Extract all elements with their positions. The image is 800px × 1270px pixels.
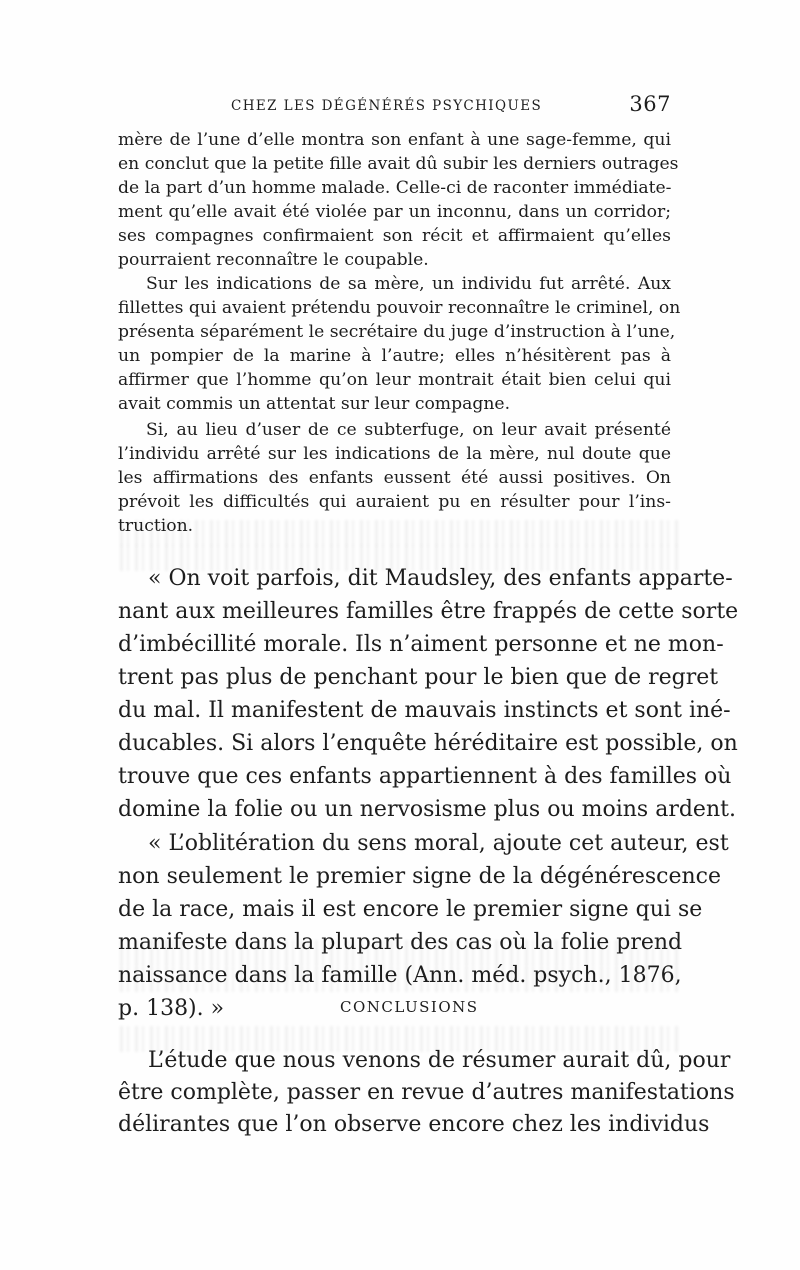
text-line: trouve que ces enfants appartiennent à des familles où <box>118 764 732 789</box>
text-line: l’individu arrêté sur les indications de la mère, nul doute que <box>118 444 671 464</box>
running-header <box>118 92 671 118</box>
text-line: « On voit parfois, dit Maudsley, des enfants apparte- <box>148 566 733 591</box>
text-line: non seulement le premier signe de la dégénérescence <box>118 864 721 889</box>
text-line: Si, au lieu d’user de ce subterfuge, on leur avait présenté <box>146 420 671 440</box>
text-line: de la race, mais il est encore le premier signe qui se <box>118 897 703 922</box>
text-line: truction. <box>118 516 194 536</box>
text-line: être complète, passer en revue d’autres manifestations <box>118 1080 735 1105</box>
text-line: prévoit les difficultés qui auraient pu en résulter pour l’ins- <box>118 492 671 512</box>
text-line: d’imbécillité morale. Ils n’aiment personne et ne mon- <box>118 632 724 657</box>
text-line: en conclut que la petite fille avait dû subir les derniers outrages <box>118 154 679 174</box>
text-line: manifeste dans la plupart des cas où la folie prend <box>118 930 683 955</box>
text-line: ducables. Si alors l’enquête héréditaire est possible, on <box>118 731 738 756</box>
text-line: présenta séparément le secrétaire du juge d’instruction à l’une, <box>118 322 676 342</box>
text-line: pourraient reconnaître le coupable. <box>118 250 429 270</box>
text-line: du mal. Il manifestent de mauvais instincts et sont iné- <box>118 698 731 723</box>
text-line: p. 138). » <box>118 996 225 1021</box>
text-line: naissance dans la famille (Ann. méd. psych., 1876, <box>118 963 682 988</box>
text-line: ment qu’elle avait été violée par un inconnu, dans un corridor; <box>118 202 671 222</box>
text-line: trent pas plus de penchant pour le bien que de regret <box>118 665 719 690</box>
running-title: CHEZ LES DÉGÉNÉRÉS PSYCHIQUES <box>231 98 543 114</box>
section-heading: CONCLUSIONS <box>340 998 479 1016</box>
text-line: domine la folie ou un nervosisme plus ou moins ardent. <box>118 797 736 822</box>
text-line: Sur les indications de sa mère, un individu fut arrêté. Aux <box>146 274 671 294</box>
text-line: avait commis un attentat sur leur compagne. <box>118 394 511 414</box>
page-number: 367 <box>629 92 671 116</box>
text-line: ses compagnes confirmaient son récit et affirmaient qu’elles <box>118 226 671 246</box>
text-line: mère de l’une d’elle montra son enfant à une sage-femme, qui <box>118 130 671 150</box>
text-line: de la part d’un homme malade. Celle-ci de raconter immédiate- <box>118 178 672 198</box>
text-line: nant aux meilleures familles être frappés de cette sorte <box>118 599 739 624</box>
text-line: fillettes qui avaient prétendu pouvoir reconnaître le criminel, on <box>118 298 681 318</box>
text-line: un pompier de la marine à l’autre; elles n’hésitèrent pas à <box>118 346 671 366</box>
text-line: affirmer que l’homme qu’on leur montrait était bien celui qui <box>118 370 671 390</box>
text-line: L’étude que nous venons de résumer aurait dû, pour <box>148 1048 731 1073</box>
text-line: délirantes que l’on observe encore chez les individus <box>118 1112 710 1137</box>
text-line: « L’oblitération du sens moral, ajoute cet auteur, est <box>148 831 729 856</box>
text-line: les affirmations des enfants eussent été aussi positives. On <box>118 468 671 488</box>
